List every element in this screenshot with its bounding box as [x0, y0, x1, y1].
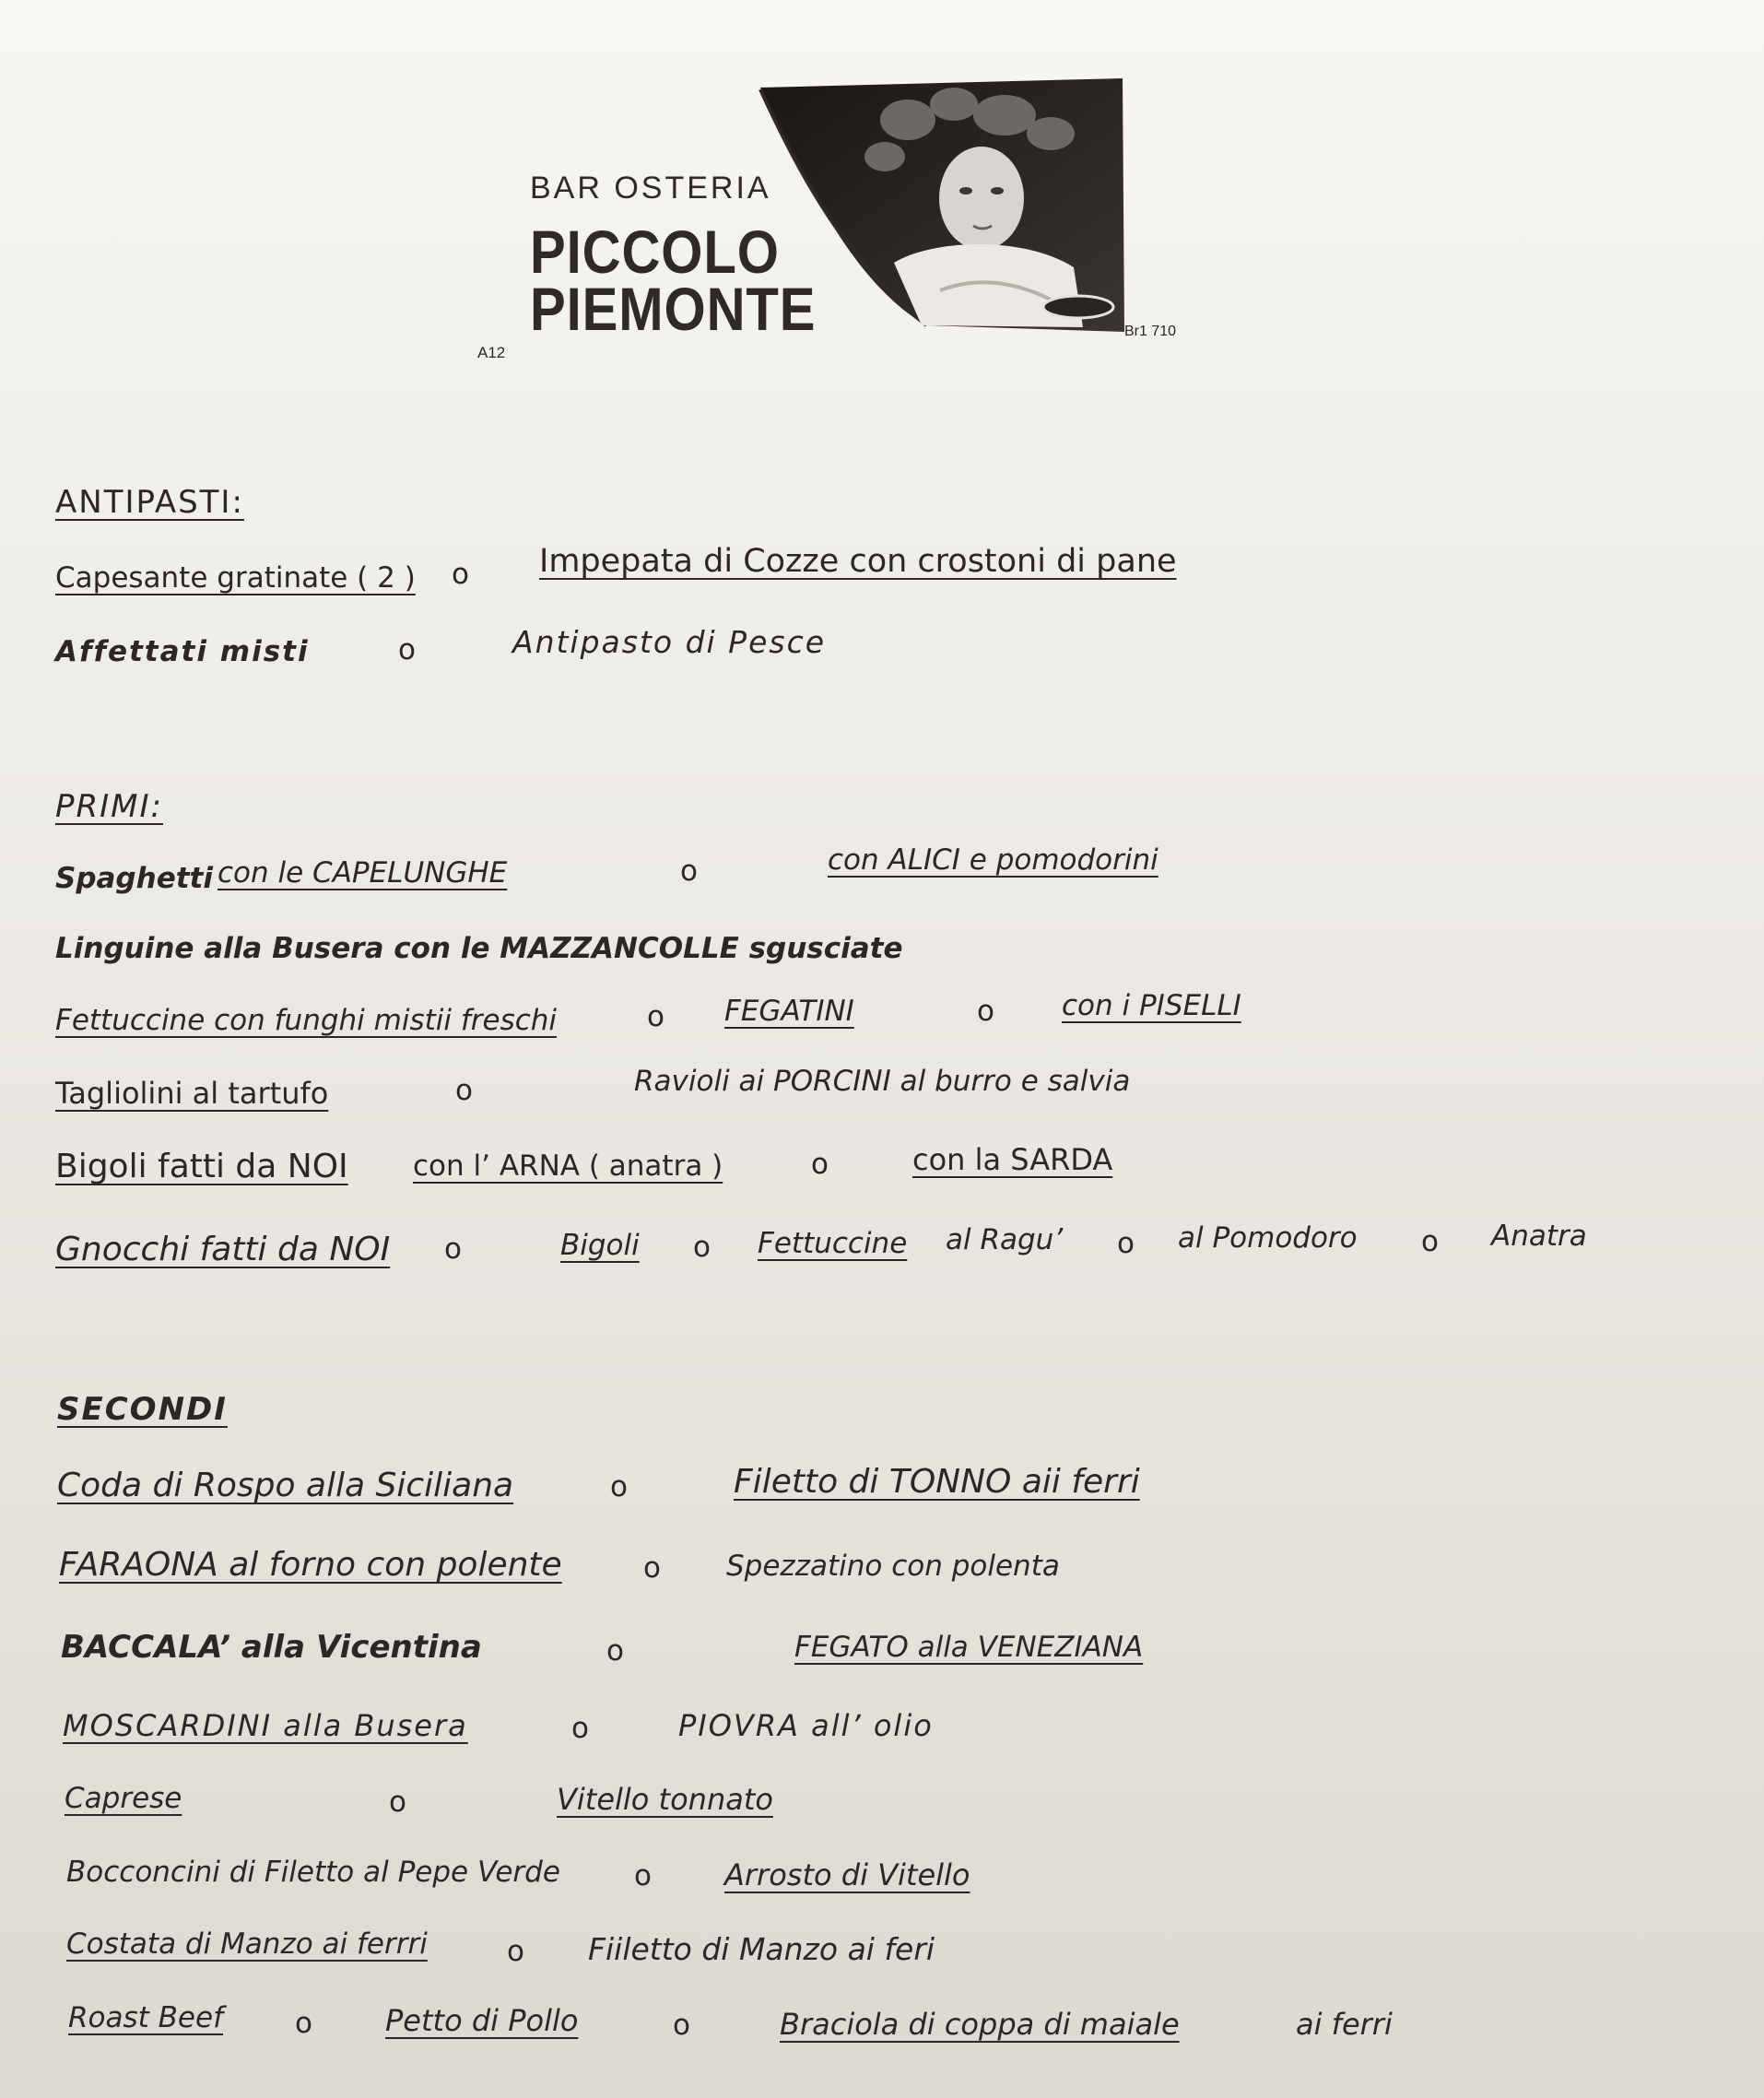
separator-or: o	[811, 1148, 829, 1181]
menu-item: FARAONA al forno con polente	[59, 1546, 562, 1584]
menu-item: Gnocchi fatti da NOI	[55, 1231, 391, 1268]
menu-item: al Pomodoro	[1178, 1221, 1358, 1255]
separator-or: o	[606, 1634, 624, 1668]
menu-item: con i PISELLI	[1062, 989, 1241, 1022]
brand-name-line1: PICCOLO	[530, 218, 780, 286]
separator-or: o	[455, 1074, 473, 1107]
separator-or: o	[634, 1859, 652, 1892]
menu-item: Linguine alla Busera con le MAZZANCOLLE sgusciate	[55, 932, 903, 965]
menu-item: MOSCARDINI alla Busera	[63, 1708, 468, 1743]
menu-item: FEGATO alla VENEZIANA	[794, 1631, 1144, 1664]
menu-item: PIOVRA all’ olio	[678, 1708, 934, 1743]
separator-or: o	[1421, 1225, 1439, 1258]
separator-or: o	[452, 558, 469, 591]
menu-item: Filetto di TONNO aii ferri	[734, 1463, 1140, 1501]
menu-item: Vitello tonnato	[557, 1782, 773, 1817]
menu-item: Braciola di coppa di maiale	[780, 2007, 1180, 2042]
separator-or: o	[647, 1000, 664, 1033]
separator-or: o	[643, 1551, 661, 1585]
menu-item: Tagliolini al tartufo	[55, 1076, 329, 1111]
brand-name-line2: PIEMONTE	[530, 275, 817, 343]
menu-item: Fettuccine con funghi mistii freschi	[55, 1004, 558, 1037]
separator-or: o	[1117, 1227, 1135, 1260]
menu-item: Costata di Manzo ai ferrri	[66, 1927, 428, 1961]
code-right: Br1 710	[1124, 324, 1177, 339]
menu-item: al Ragu’	[946, 1223, 1064, 1256]
code-left: A12	[477, 344, 506, 361]
menu-item: Anatra	[1491, 1220, 1587, 1253]
menu-item: Capesante gratinate ( 2 )	[55, 561, 416, 595]
menu-item: Bocconcini di Filetto al Pepe Verde	[66, 1856, 560, 1889]
menu-item: Fiiletto di Manzo ai feri	[588, 1931, 935, 1967]
bacchus-portrait-image	[756, 78, 1124, 336]
separator-or: o	[571, 1712, 589, 1745]
primi-heading: PRIMI:	[55, 788, 163, 825]
menu-item: con l’ ARNA ( anatra )	[413, 1149, 723, 1183]
menu-item: ai ferri	[1296, 2007, 1393, 2042]
menu-item: con la SARDA	[912, 1142, 1113, 1177]
menu-item: Impepata di Cozze con crostoni di pane	[539, 543, 1177, 580]
menu-item: Antipasto di Pesce	[512, 624, 827, 660]
menu-item: Roast Beef	[68, 2001, 223, 2034]
menu-item: Bigoli fatti da NOI	[55, 1148, 348, 1185]
secondi-heading: SECONDI	[57, 1391, 228, 1428]
separator-or: o	[977, 995, 994, 1028]
separator-or: o	[680, 855, 698, 888]
menu-item: Bigoli	[560, 1229, 640, 1262]
menu-item: Spaghetti	[55, 862, 213, 895]
menu-item: Ravioli ai PORCINI al burro e salvia	[634, 1065, 1131, 1098]
menu-item: Fettuccine	[758, 1227, 908, 1260]
separator-or: o	[673, 2009, 690, 2042]
menu-item: Caprese	[65, 1782, 182, 1815]
separator-or: o	[398, 633, 416, 666]
menu-item: Arrosto di Vitello	[724, 1857, 970, 1892]
menu-item: con le CAPELUNGHE	[218, 856, 508, 890]
brand-subtitle: BAR OSTERIA	[530, 171, 771, 206]
separator-or: o	[507, 1935, 524, 1968]
menu-item: Spezzatino con polenta	[726, 1550, 1060, 1583]
separator-or: o	[444, 1232, 462, 1266]
menu-item: Affettati misti	[55, 635, 310, 668]
menu-item: Coda di Rospo alla Siciliana	[57, 1467, 514, 1504]
menu-item: FEGATINI	[724, 995, 854, 1028]
menu-item: Petto di Pollo	[385, 2003, 579, 2038]
antipasti-heading: ANTIPASTI:	[55, 484, 244, 521]
separator-or: o	[295, 2007, 312, 2040]
menu-item: con ALICI e pomodorini	[828, 843, 1158, 877]
separator-or: o	[693, 1231, 711, 1264]
separator-or: o	[610, 1470, 628, 1503]
menu-item: BACCALA’ alla Vicentina	[61, 1629, 482, 1666]
separator-or: o	[389, 1786, 406, 1819]
